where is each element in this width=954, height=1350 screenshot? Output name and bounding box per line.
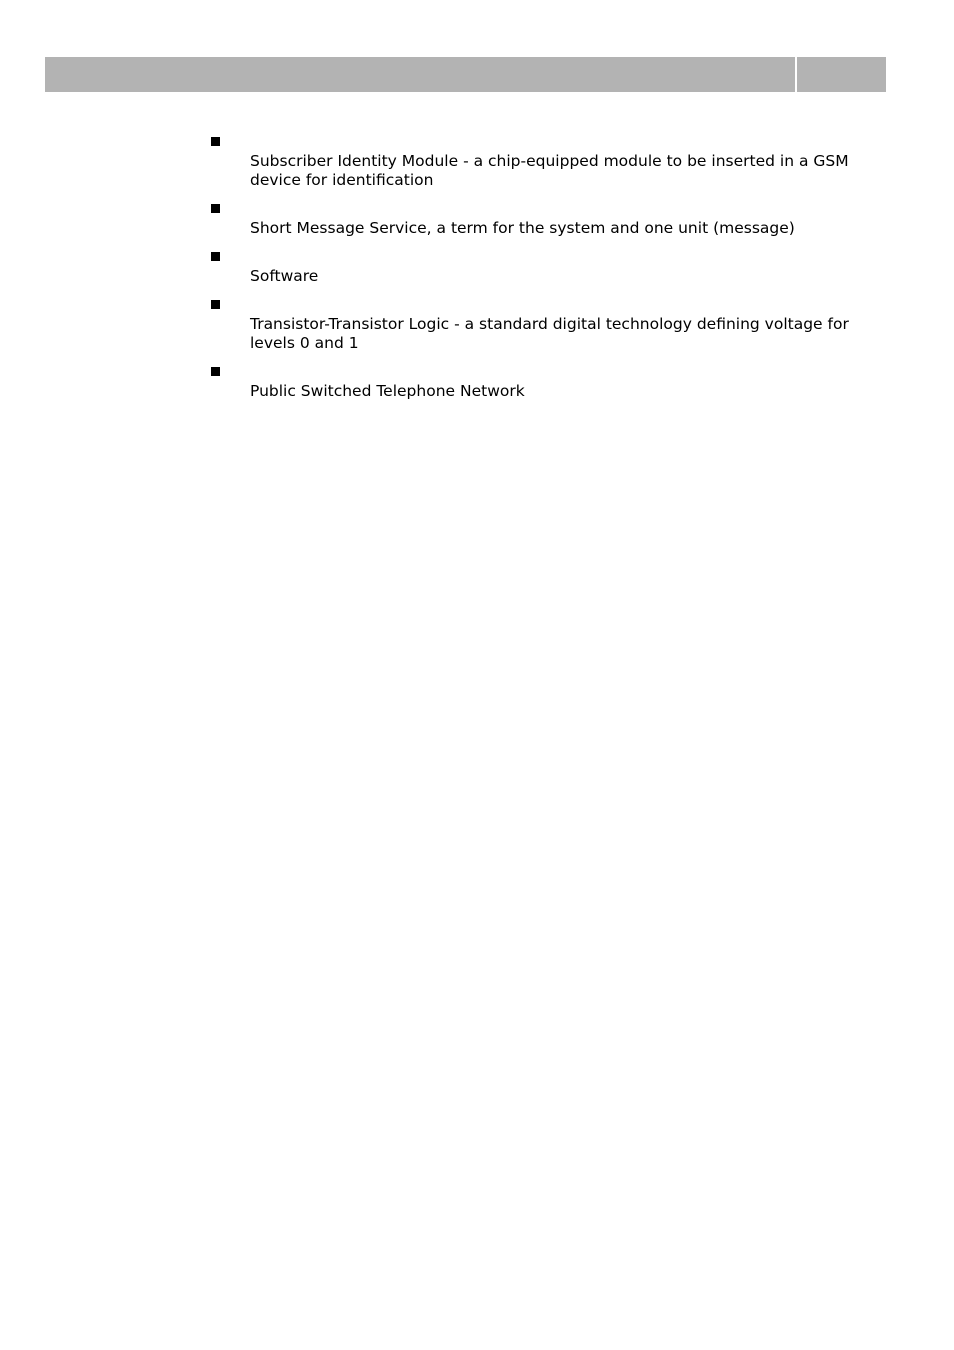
glossary-definition: Public Switched Telephone Network	[250, 382, 525, 400]
glossary-term	[210, 363, 890, 382]
square-bullet-icon	[211, 252, 220, 261]
square-bullet-icon	[211, 300, 220, 309]
glossary-entry	[210, 296, 890, 353]
header-page-number-cell	[797, 57, 886, 92]
glossary-list	[210, 133, 890, 411]
glossary-term	[210, 248, 890, 267]
glossary-definition: Short Message Service, a term for the system and one unit (message)	[250, 219, 795, 237]
header-title-cell	[45, 57, 795, 92]
glossary-definition: Transistor-Transistor Logic - a standard digital technology defining voltage for levels 0 and 1	[250, 315, 849, 352]
square-bullet-icon	[211, 204, 220, 213]
square-bullet-icon	[211, 367, 220, 376]
glossary-term	[210, 133, 890, 152]
glossary-definition: Software	[250, 267, 319, 285]
glossary-definition: Subscriber Identity Module - a chip-equipped module to be inserted in a GSM device for identification	[250, 152, 849, 189]
glossary-term	[210, 296, 890, 315]
glossary-term	[210, 200, 890, 219]
glossary-entry	[210, 133, 890, 190]
glossary-entry	[210, 200, 890, 238]
glossary-entry	[210, 248, 890, 286]
square-bullet-icon	[211, 137, 220, 146]
glossary-entry	[210, 363, 890, 401]
page-header-bar	[45, 57, 886, 92]
